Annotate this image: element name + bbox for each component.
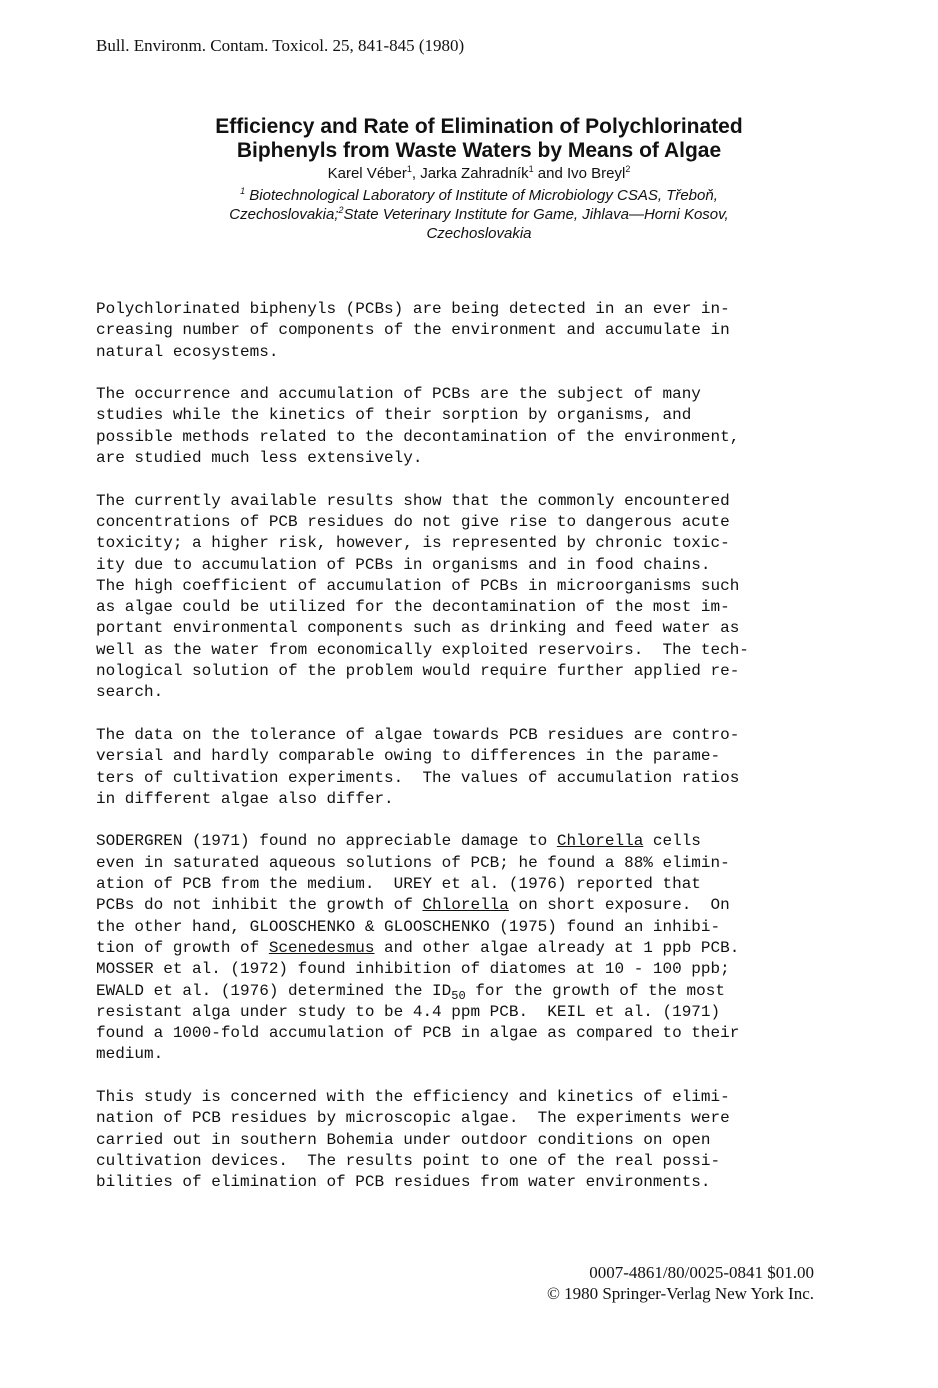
text-line: as algae could be utilized for the decontamination of the most im-	[96, 598, 730, 617]
affiliations	[60, 186, 898, 243]
text-line: in different algae also differ.	[96, 789, 394, 808]
author-list	[60, 164, 898, 183]
paragraph	[96, 831, 836, 1065]
paragraph	[96, 1087, 836, 1193]
affiliation-text: Biotechnological Laboratory of Institute of Microbiology CSAS, Třeboň,	[245, 187, 718, 204]
text-line: search.	[96, 683, 164, 702]
text-run: SODERGREN (1971) found no appreciable damage to	[96, 832, 557, 851]
text-line	[96, 895, 836, 916]
article-title	[60, 115, 898, 163]
text-line: nation of PCB residues by microscopic algae. The experiments were	[96, 1109, 730, 1128]
text-line	[96, 831, 836, 852]
article-body	[96, 299, 836, 1215]
species-name: Chlorella	[422, 896, 509, 915]
text-line: possible methods related to the decontamination of the environment,	[96, 427, 740, 446]
author-name: Karel Véber	[327, 165, 407, 182]
text-line: versial and hardly comparable owing to differences in the parame-	[96, 747, 721, 766]
text-line: The data on the tolerance of algae towards PCB residues are contro-	[96, 725, 740, 744]
text-line: found a 1000-fold accumulation of PCB in algae as compared to their	[96, 1024, 740, 1043]
affiliation-line	[60, 186, 898, 205]
text-line: The high coefficient of accumulation of PCBs in microorganisms such	[96, 576, 740, 595]
text-run: and other algae already at 1 ppb PCB.	[374, 938, 740, 957]
text-line: bilities of elimination of PCB residues from water environments.	[96, 1173, 711, 1192]
paragraph	[96, 299, 836, 363]
text-line: ation of PCB from the medium. UREY et al. (1976) reported that	[96, 875, 701, 894]
text-line: natural ecosystems.	[96, 342, 279, 361]
author-separator: ,	[411, 165, 421, 182]
paragraph	[96, 725, 836, 810]
author-name: Jarka Zahradník	[420, 165, 529, 182]
paragraph	[96, 384, 836, 469]
text-run: PCBs do not inhibit the growth of	[96, 896, 423, 915]
title-line: Efficiency and Rate of Elimination of Polychlorinated	[215, 115, 743, 138]
text-run: EWALD et al. (1976) determined the ID	[96, 981, 452, 1000]
subscript: 50	[451, 988, 466, 1003]
text-line: studies while the kinetics of their sorption by organisms, and	[96, 406, 692, 425]
text-line: concentrations of PCB residues do not give rise to dangerous acute	[96, 512, 730, 531]
author-name: Ivo Breyl	[566, 165, 626, 182]
text-line: medium.	[96, 1045, 164, 1064]
affiliation-line	[60, 205, 898, 224]
text-line: creasing number of components of the environment and accumulate in	[96, 321, 730, 340]
author-affiliation-mark: 2	[625, 164, 631, 174]
text-line: This study is concerned with the efficiency and kinetics of elimi-	[96, 1087, 730, 1106]
text-line: ity due to accumulation of PCBs in organisms and in food chains.	[96, 555, 711, 574]
affiliation-mark: 2	[338, 205, 344, 215]
text-line: nological solution of the problem would require further applied re-	[96, 662, 740, 681]
text-line: ters of cultivation experiments. The values of accumulation ratios	[96, 768, 740, 787]
journal-reference: Bull. Environm. Contam. Toxicol. 25, 841-845 (1980)	[96, 36, 465, 55]
text-run: for the growth of the most	[465, 981, 725, 1000]
text-line: The occurrence and accumulation of PCBs are the subject of many	[96, 385, 701, 404]
article-code: 0007-4861/80/0025-0841 $01.00	[589, 1263, 814, 1282]
text-line: even in saturated aqueous solutions of PCB; he found a 88% elimin-	[96, 853, 730, 872]
text-run: tion of growth of	[96, 938, 269, 957]
page-footer	[547, 1262, 814, 1304]
paragraph	[96, 491, 836, 704]
affiliation-line: Czechoslovakia	[426, 225, 532, 242]
text-line	[96, 938, 836, 959]
author-separator: and	[533, 165, 567, 182]
title-line: Biphenyls from Waste Waters by Means of Algae	[236, 139, 722, 162]
text-line: MOSSER et al. (1972) found inhibition of diatomes at 10 - 100 ppb;	[96, 960, 730, 979]
species-name: Chlorella	[556, 832, 644, 851]
affiliation-text: Czechoslovakia;	[229, 206, 339, 223]
text-line: are studied much less extensively.	[96, 449, 423, 468]
author-affiliation-mark: 1	[528, 164, 534, 174]
text-run: cells	[643, 832, 701, 851]
text-line: the other hand, GLOOSCHENKO & GLOOSCHENKO (1975) found an inhibi-	[96, 917, 721, 936]
text-run: on short exposure. On	[508, 896, 730, 915]
affiliation-mark: 1	[240, 186, 246, 196]
text-line: resistant alga under study to be 4.4 ppm PCB. KEIL et al. (1971)	[96, 1002, 721, 1021]
text-line: portant environmental components such as drinking and feed water as	[96, 619, 740, 638]
affiliation-text: State Veterinary Institute for Game, Jihlava—Horni Kosov,	[343, 206, 729, 223]
copyright-notice: © 1980 Springer-Verlag New York Inc.	[546, 1284, 814, 1303]
text-line: carried out in southern Bohemia under outdoor conditions on open	[96, 1130, 711, 1149]
text-line: toxicity; a higher risk, however, is represented by chronic toxic-	[96, 534, 730, 553]
author-affiliation-mark: 1	[406, 164, 412, 174]
text-line: Polychlorinated biphenyls (PCBs) are being detected in an ever in-	[96, 300, 730, 318]
text-line	[96, 981, 836, 1002]
species-name: Scenedesmus	[268, 938, 375, 957]
text-line: The currently available results show that the commonly encountered	[96, 491, 730, 510]
text-line: cultivation devices. The results point to one of the real possi-	[96, 1151, 721, 1170]
text-line: well as the water from economically exploited reservoirs. The tech-	[96, 640, 749, 659]
